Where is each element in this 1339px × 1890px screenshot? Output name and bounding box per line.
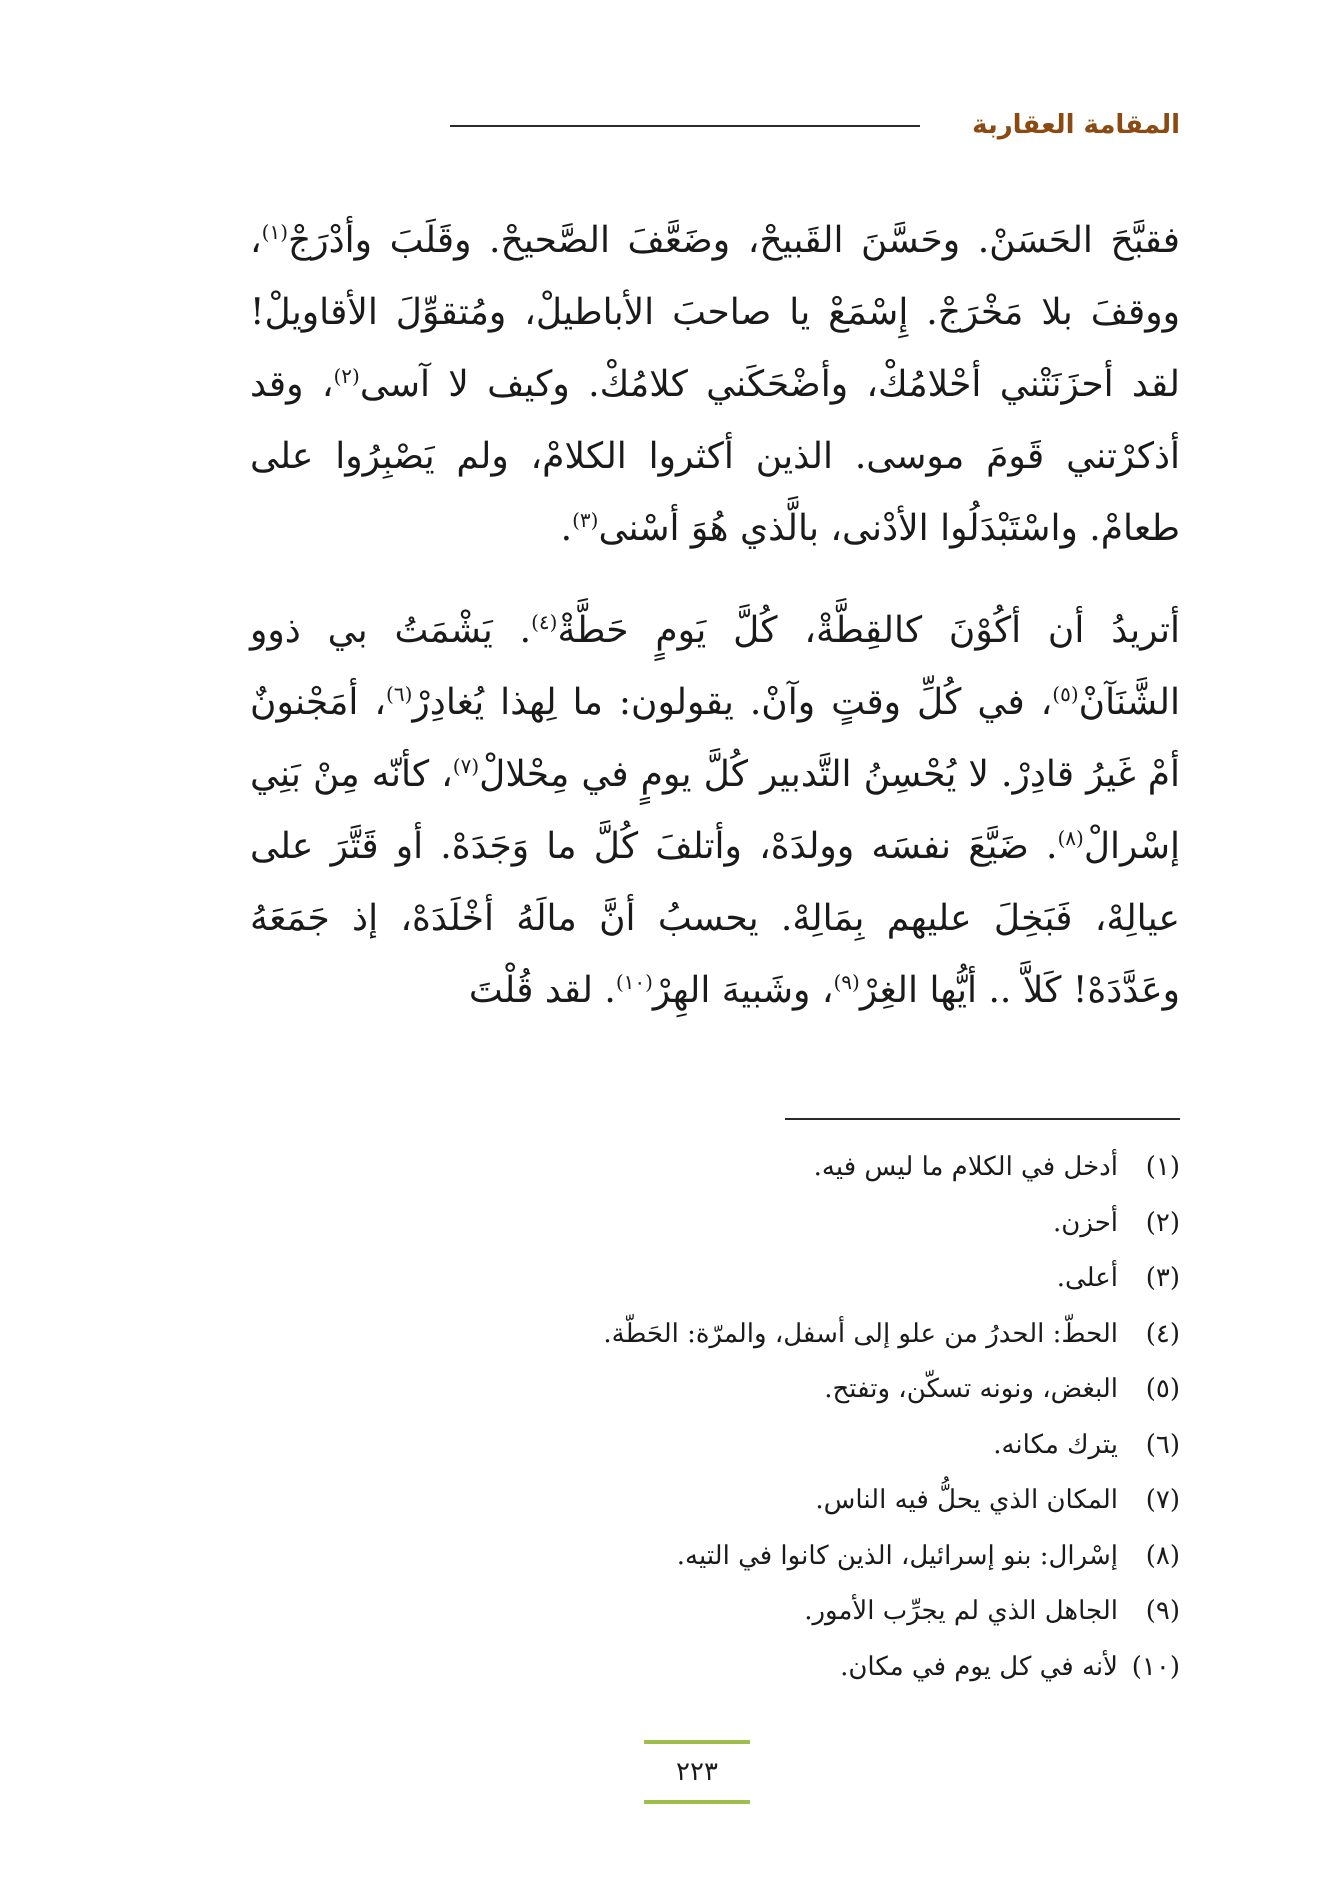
paragraph-1 [250, 205, 1180, 565]
footnote-text: الجاهل الذي لم يجرِّب الأمور. [804, 1596, 1118, 1626]
header-title: المقامة العقاربة [972, 110, 1180, 140]
footnote-number: (٢) [1145, 1207, 1180, 1238]
page-number-bottom-bar [644, 1800, 750, 1804]
text-run: ، وقد أذكرْتني قَومَ موسى. الذين أكثروا الكلامْ، ولم يَصْبِرُوا على طعامْ. واسْتَبْدَلُوا الأدْنى، بالَّذي هُوَ أسْنى [250, 364, 1180, 549]
text-run: . [560, 508, 573, 549]
footnote-text: الحطّ: الحدرُ من علو إلى أسفل، والمرّة: الحَطّة. [603, 1318, 1118, 1349]
footnote-text: يترك مكانه. [993, 1429, 1118, 1460]
footnote-text: أعلى. [1056, 1263, 1118, 1293]
text-run: ، وشَبيهَ الهِرْ [652, 970, 834, 1011]
footnote-item [250, 1640, 1180, 1696]
footnote-item [250, 1418, 1180, 1474]
text-run: أتريدُ أن أكُوْنَ كالقِطَّةْ، كُلَّ يَومٍ حَطَّةْ [557, 610, 1180, 651]
footnote-item [250, 1529, 1180, 1585]
main-text [250, 205, 1180, 1027]
text-run: . ضَيَّعَ نفسَه وولدَهْ، وأتلفَ كُلَّ ما وَجَدَهْ. أو قَتَّرَ على عيالِهْ، فَبَخِلَ عليهم بِمَالِهْ. يحسبُ أنَّ مالَهُ أخْلَدَهْ، إذ جَمَعَهُ وعَدَّدَهْ! كَلاَّ .. أيُّها الغِرْ [250, 826, 1180, 1011]
text-run: ، كأنّه مِنْ بَنِي إسْرالْ [250, 754, 1180, 867]
text-run: ، أمَجْنونٌ أمْ غَيرُ قادِرْ. لا يُحْسِنُ التَّدبير كُلَّ يومٍ في مِحْلالْ [250, 682, 1181, 795]
footnote-ref-5: (٥) [1052, 682, 1079, 706]
footnote-ref-1: (١) [261, 220, 288, 244]
footnote-ref-3: (٣) [572, 508, 599, 532]
footnote-text: أحزن. [1053, 1207, 1118, 1238]
footnote-item [250, 1140, 1180, 1196]
footnote-item [250, 1307, 1180, 1363]
page-number-block [644, 1740, 750, 1804]
page-number: ٢٢٣ [676, 1757, 718, 1787]
text-run: ، في كُلِّ وقتٍ وآنْ. يقولون: ما لِهذا يُغادِرْ [412, 682, 1053, 723]
footnote-number: (٦) [1145, 1429, 1180, 1460]
running-header [250, 100, 1180, 150]
footnote-item [250, 1362, 1180, 1418]
footnote-ref-9: (٩) [833, 970, 860, 994]
footnotes-list [250, 1140, 1180, 1695]
footnote-item [250, 1584, 1180, 1640]
footnote-ref-4: (٤) [531, 610, 558, 634]
text-run: ، ووقفَ بلا مَخْرَجْ. إِسْمَعْ يا صاحبَ الأباطيلْ، ومُتقوِّلَ الأقاويلْ! لقد أحزَنَتْني أحْلامُكْ، وأضْحَكَني كلامُكْ. وكيف لا آسى [250, 220, 1180, 405]
footnote-item [250, 1473, 1180, 1529]
footnote-number: (١) [1145, 1152, 1180, 1182]
footnote-number: (٧) [1145, 1485, 1180, 1515]
footnote-item [250, 1251, 1180, 1307]
text-run: . يَشْمَتُ بي ذوو الشَّنَآنْ [250, 610, 1180, 723]
text-run: . لقد قُلْتَ [468, 970, 616, 1011]
footnote-text: المكان الذي يحلُّ فيه الناس. [815, 1485, 1118, 1515]
footnote-number: (٨) [1145, 1540, 1180, 1571]
footnote-ref-6: (٦) [386, 682, 413, 706]
footnote-text: لأنه في كل يوم في مكان. [840, 1651, 1118, 1682]
text-run: فقبَّحَ الحَسَنْ. وحَسَّنَ القَبيحْ، وضَعَّفَ الصَّحيحْ. وقَلَبَ وأدْرَجْ [288, 220, 1180, 261]
footnote-number: (٥) [1145, 1374, 1180, 1404]
footnote-text: إسْرال: بنو إسرائيل، الذين كانوا في التيه. [676, 1540, 1118, 1571]
footnote-text: البغض، ونونه تسكّن، وتفتح. [824, 1374, 1118, 1404]
footnote-number: (٤) [1145, 1318, 1180, 1349]
footnote-number: (٣) [1145, 1263, 1180, 1293]
footnote-separator [785, 1118, 1180, 1120]
footnote-ref-10: (١٠) [615, 970, 653, 994]
footnote-item [250, 1196, 1180, 1252]
paragraph-2 [250, 595, 1180, 1027]
footnote-ref-2: (٢) [333, 364, 360, 388]
footnote-number: (١٠) [1131, 1651, 1180, 1682]
header-rule [450, 125, 920, 127]
footnote-number: (٩) [1145, 1596, 1180, 1626]
footnote-text: أدخل في الكلام ما ليس فيه. [813, 1152, 1118, 1182]
footnote-ref-7: (٧) [452, 754, 480, 778]
footnote-ref-8: (٨) [1057, 826, 1084, 850]
